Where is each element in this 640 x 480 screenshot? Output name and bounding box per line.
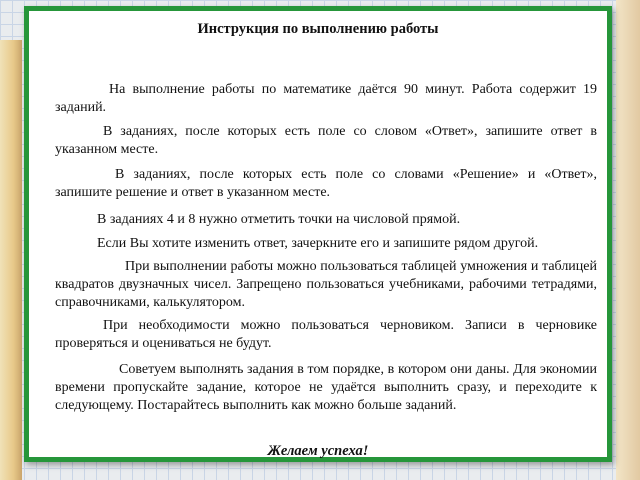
paragraph-solution-field: В заданиях, после которых есть поле со словами «Решение» и «Ответ», запишите решение и ответ в указанном месте.	[55, 167, 597, 200]
page-title: Инструкция по выполнению работы	[197, 21, 439, 37]
side-decoration	[616, 0, 640, 480]
closing-wish: Желаем успеха!	[267, 443, 369, 459]
paragraph-answer-field: В заданиях, после которых есть поле со словом «Ответ», запишите ответ в указанном месте.	[55, 124, 597, 157]
paragraph-allowed-materials: При выполнении работы можно пользоваться таблицей умножения и таблицей квадратов двузначных чисел. Запрещено пользоваться учебниками, рабочими тетрадями, справочниками, калькулятором.	[55, 259, 597, 310]
paragraph-time-limit: На выполнение работы по математике даётся 90 минут. Работа содержит 19 заданий.	[55, 82, 597, 115]
paragraph-advice: Советуем выполнять задания в том порядке, в котором они даны. Для экономии времени пропускайте задание, которое не удаётся выполнить сразу, и переходите к следующему. Постарайтесь выполнить как можно больше заданий.	[55, 362, 597, 413]
paragraph-number-line: В заданиях 4 и 8 нужно отметить точки на числовой прямой.	[97, 212, 461, 227]
instruction-card	[24, 6, 612, 462]
paragraph-draft: При необходимости можно пользоваться черновиком. Записи в черновике проверяться и оцениваться не будут.	[55, 318, 597, 351]
pencil-decoration	[0, 40, 22, 480]
paragraph-change-answer: Если Вы хотите изменить ответ, зачеркните его и запишите рядом другой.	[97, 236, 539, 251]
